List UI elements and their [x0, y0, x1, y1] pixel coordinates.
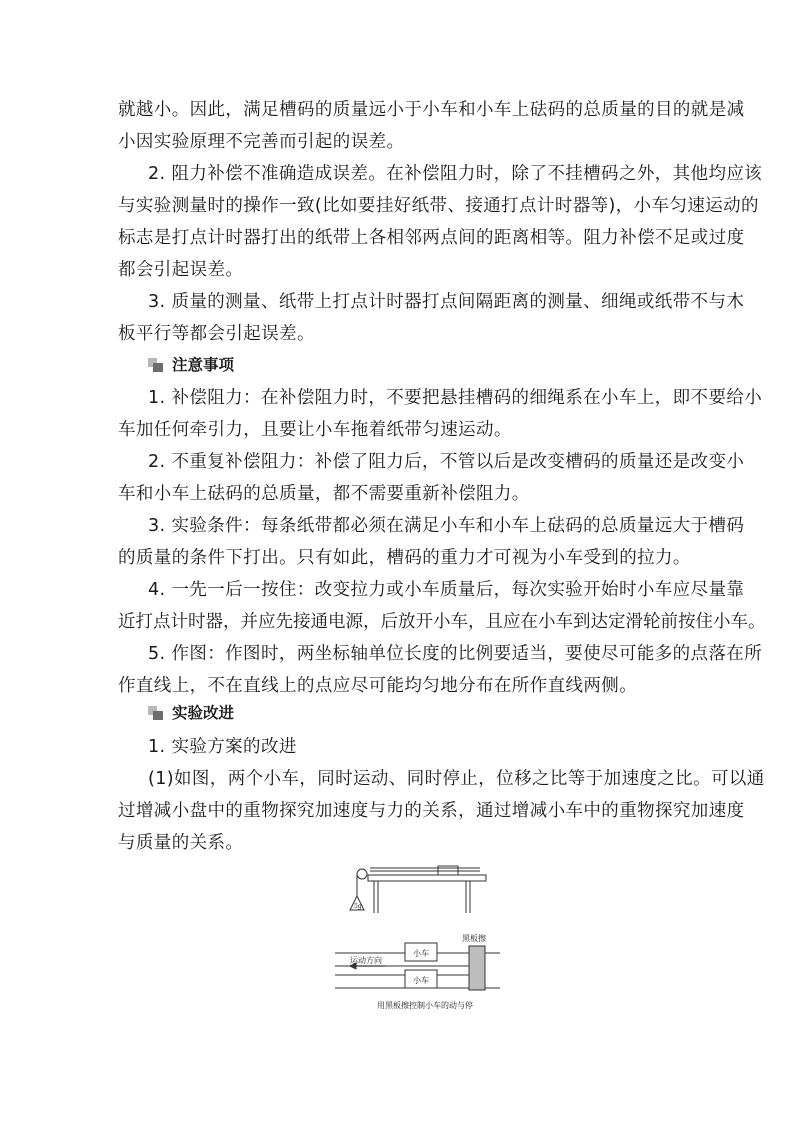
track-apparatus — [350, 866, 486, 913]
improve-item-1: 1. 实验方案的改进 — [148, 737, 297, 757]
note-1-line-1: 1. 补偿阻力：在补偿阻力时，不要把悬挂槽码的细绳系在小车上，即不要给小 — [148, 388, 763, 408]
paragraph-2-line-1: 2. 阻力补偿不准确造成误差。在补偿阻力时，除了不挂槽码之外，其他均应该 — [148, 164, 763, 184]
improve-item-2-line-2: 过增减小盘中的重物探究加速度与力的关系，通过增减小车中的重物探究加速度 — [118, 801, 745, 821]
note-3-line-2: 的质量的条件下打出。只有如此，槽码的重力才可视为小车受到的拉力。 — [118, 548, 691, 568]
note-2-line-2: 车和小车上砝码的总质量，都不需要重新补偿阻力。 — [118, 484, 530, 504]
section-title: 注意事项 — [172, 356, 235, 374]
note-4-line-1: 4. 一先一后一按住：改变拉力或小车质量后，每次实验开始时小车应尽量靠 — [148, 580, 745, 600]
weight-label: 5g — [354, 903, 362, 910]
paragraph-3-line-1: 3. 质量的测量、纸带上打点计时器打点间隔距离的测量、细绳或纸带不与木 — [148, 292, 745, 312]
paragraph-3-line-2: 板平行等都会引起误差。 — [118, 324, 315, 344]
note-5-line-2: 作直线上，不在直线上的点应尽可能均匀地分布在所作直线两侧。 — [118, 676, 638, 696]
note-2-line-1: 2. 不重复补偿阻力：补偿了阻力后，不管以后是改变槽码的质量还是改变小 — [148, 452, 745, 472]
eraser-label: 黑板擦 — [462, 934, 486, 943]
paragraph-1-line-2: 小因实验原理不完善而引起的误差。 — [118, 132, 405, 152]
paragraph-2-line-2: 与实验测量时的操作一致(比如要挂好纸带、接通打点计时器等)，小车匀速运动的 — [118, 196, 759, 216]
section-heading-notes — [148, 355, 234, 375]
improve-item-2-line-3: 与质量的关系。 — [118, 833, 244, 853]
cart-bottom-label: 小车 — [413, 976, 429, 985]
note-1-line-2: 车加任何牵引力，且要让小车拖着纸带匀速运动。 — [118, 420, 512, 440]
direction-label: 运动方向 — [350, 956, 382, 965]
section-title: 实验改进 — [172, 704, 235, 722]
figure-caption: 用黑板擦控制小车的动与停 — [377, 1001, 473, 1010]
section-marker-icon — [148, 706, 164, 720]
section-heading-improve — [148, 703, 234, 723]
paragraph-2-line-4: 都会引起误差。 — [118, 260, 244, 280]
cart-top-label: 小车 — [413, 949, 429, 958]
paragraph-2-line-3: 标志是打点计时器打出的纸带上各相邻两点间的距离相等。阻力补偿不足或过度 — [118, 228, 745, 248]
section-marker-icon — [148, 358, 164, 372]
experiment-figure — [330, 858, 520, 1018]
improve-item-2-line-1: (1)如图，两个小车，同时运动、同时停止，位移之比等于加速度之比。可以通 — [148, 769, 765, 789]
note-3-line-1: 3. 实验条件：每条纸带都必须在满足小车和小车上砝码的总质量远大于槽码 — [148, 516, 745, 536]
note-5-line-1: 5. 作图：作图时，两坐标轴单位长度的比例要适当，要使尽可能多的点落在所 — [148, 644, 763, 664]
note-4-line-2: 近打点计时器，并应先接通电源，后放开小车，且应在小车到达定滑轮前按住小车。 — [118, 612, 766, 632]
paragraph-1-line-1: 就越小。因此，满足槽码的质量远小于小车和小车上砝码的总质量的目的就是减 — [118, 100, 745, 120]
